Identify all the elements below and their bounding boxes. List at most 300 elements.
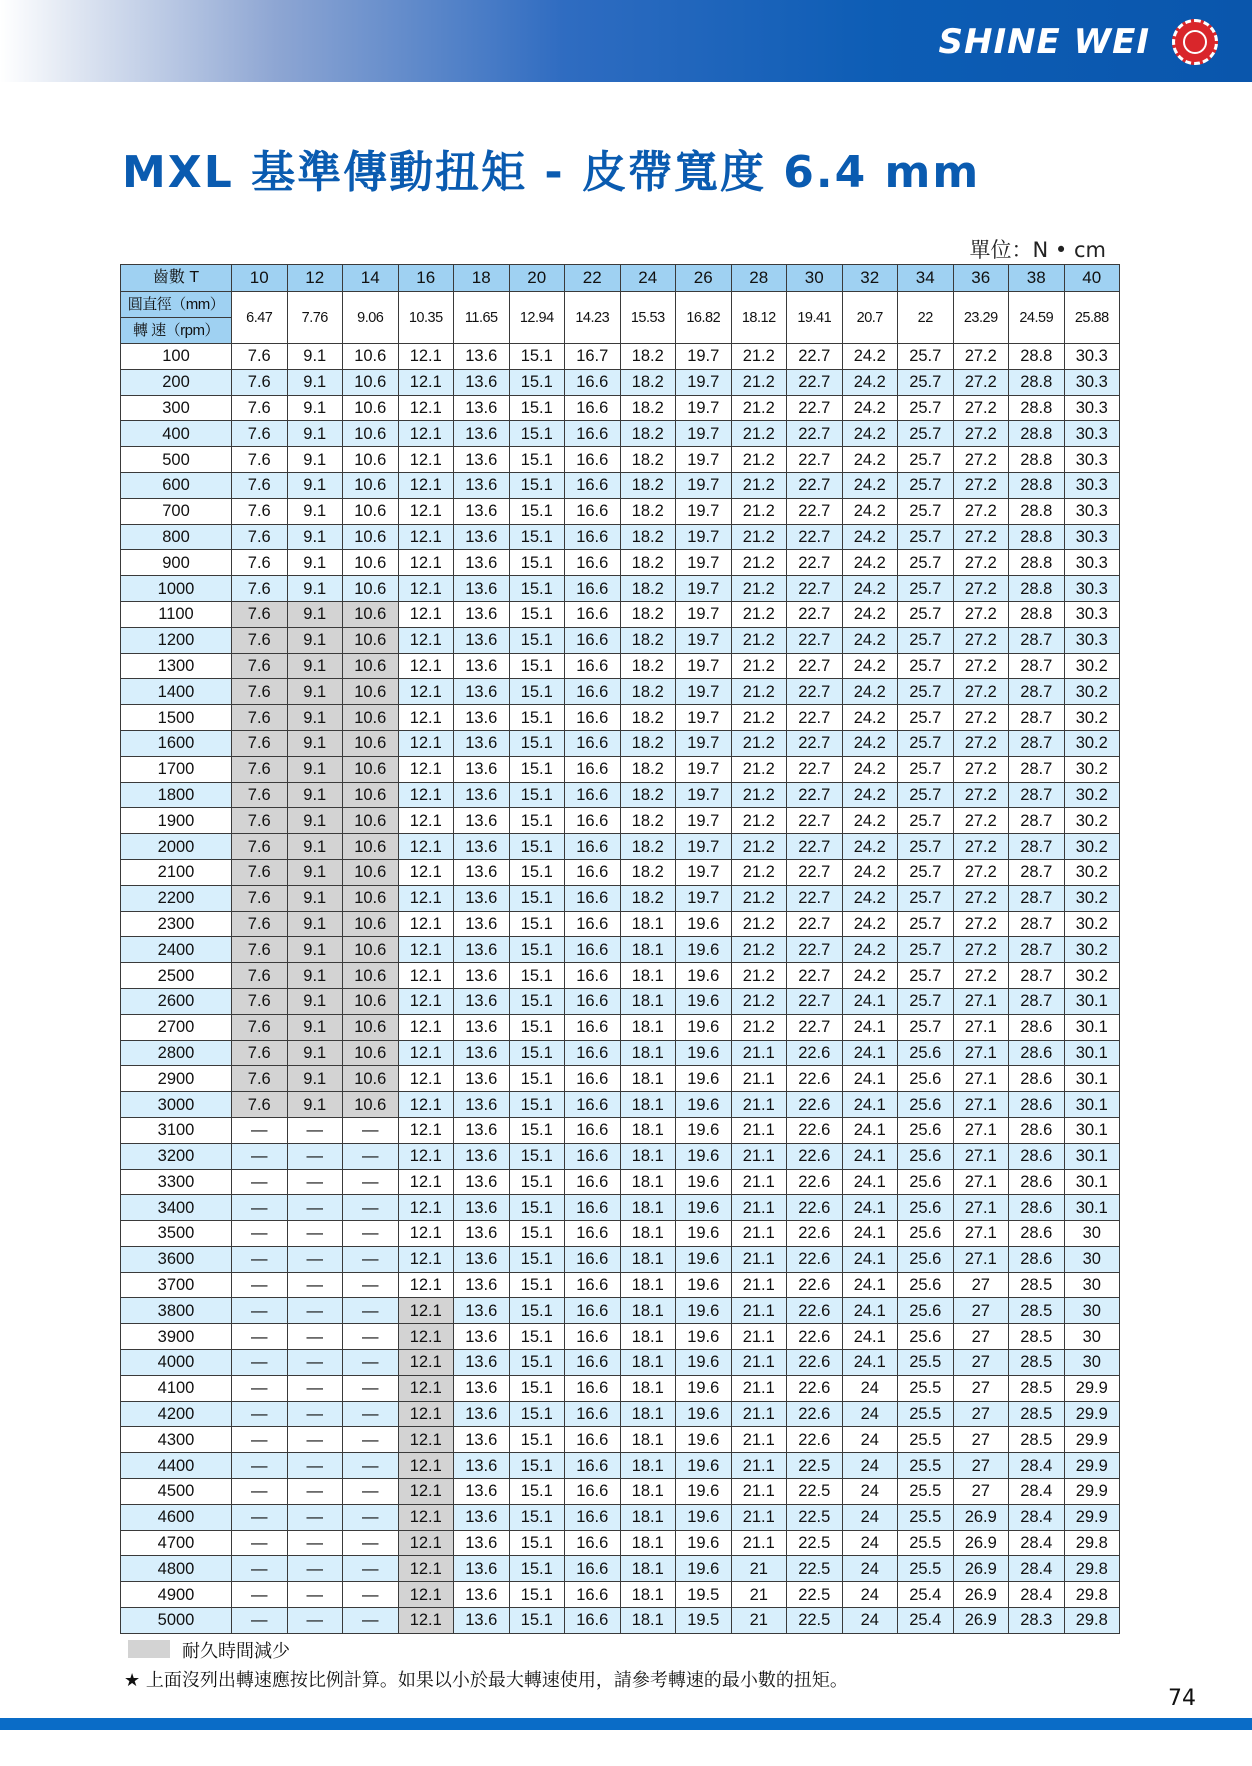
torque-cell: 16.6 [565,1530,621,1556]
torque-cell: 9.1 [287,498,343,524]
rpm-cell: 2500 [121,963,232,989]
torque-cell: 22.5 [787,1608,843,1634]
torque-cell: 22.7 [787,937,843,963]
torque-cell: 10.6 [343,447,399,473]
torque-cell: 7.6 [232,756,288,782]
torque-cell: 12.1 [398,988,454,1014]
torque-cell: — [343,1504,399,1530]
torque-cell: 7.6 [232,705,288,731]
torque-cell: 24.1 [842,988,898,1014]
torque-cell: 19.6 [676,1040,732,1066]
torque-cell: 13.6 [454,756,510,782]
torque-cell: 10.6 [343,885,399,911]
torque-cell: 13.6 [454,498,510,524]
torque-cell: 30.1 [1064,988,1120,1014]
torque-cell: 30.3 [1064,395,1120,421]
torque-cell: — [287,1117,343,1143]
torque-cell: 19.7 [676,705,732,731]
torque-cell: 15.1 [509,705,565,731]
table-row [121,1582,1120,1608]
torque-cell: 25.5 [898,1401,954,1427]
torque-cell: 21.1 [731,1246,787,1272]
torque-cell: 12.1 [398,1040,454,1066]
table-row [121,911,1120,937]
torque-cell: 7.6 [232,988,288,1014]
speed-label: 轉 速（rpm） [132,322,219,339]
page-title: MXL 基準傳動扭矩 - 皮帶寬度 6.4 mm [122,147,981,198]
torque-cell: 25.7 [898,885,954,911]
torque-cell: 25.7 [898,369,954,395]
torque-cell: 22.7 [787,963,843,989]
torque-cell: 7.6 [232,576,288,602]
torque-cell: — [343,1221,399,1247]
table-row [121,1014,1120,1040]
torque-cell: 7.6 [232,472,288,498]
torque-cell: 22.6 [787,1195,843,1221]
torque-cell: 22.6 [787,1221,843,1247]
torque-cell: 27 [953,1272,1009,1298]
torque-cell: 24.1 [842,1014,898,1040]
torque-cell: 25.5 [898,1375,954,1401]
torque-cell: 24.1 [842,1272,898,1298]
torque-cell: 28.7 [1009,911,1065,937]
torque-cell: 24.2 [842,937,898,963]
torque-cell: 28.5 [1009,1375,1065,1401]
torque-cell: 28.7 [1009,834,1065,860]
torque-cell: 19.5 [676,1608,732,1634]
torque-cell: 28.7 [1009,808,1065,834]
torque-cell: 21.2 [731,344,787,370]
torque-cell: 18.1 [620,963,676,989]
torque-cell: 18.1 [620,1117,676,1143]
torque-cell: 21.1 [731,1324,787,1350]
torque-cell: 7.6 [232,601,288,627]
torque-cell: 16.6 [565,1504,621,1530]
torque-cell: 13.6 [454,369,510,395]
torque-cell: 16.6 [565,421,621,447]
torque-cell: 27 [953,1479,1009,1505]
torque-cell: 24.1 [842,1324,898,1350]
torque-cell: 15.1 [509,1350,565,1376]
teeth-header-cell: 28 [731,265,787,292]
torque-cell: 27.2 [953,344,1009,370]
rpm-cell: 2000 [121,834,232,860]
torque-cell: 7.6 [232,447,288,473]
torque-cell: 28.7 [1009,885,1065,911]
torque-cell: 15.1 [509,1014,565,1040]
torque-cell: 16.6 [565,472,621,498]
sw-gear-logo-icon [1172,19,1218,65]
torque-cell: 18.1 [620,1246,676,1272]
torque-cell: 10.6 [343,1040,399,1066]
torque-cell: 15.1 [509,1221,565,1247]
torque-cell: 29.9 [1064,1401,1120,1427]
torque-cell: 16.6 [565,1479,621,1505]
torque-cell: — [287,1608,343,1634]
torque-cell: 18.2 [620,705,676,731]
torque-cell: 16.6 [565,1324,621,1350]
torque-cell: 12.1 [398,344,454,370]
torque-cell: 15.1 [509,627,565,653]
torque-cell: 18.1 [620,1143,676,1169]
torque-cell: 16.6 [565,782,621,808]
torque-cell: 12.1 [398,1066,454,1092]
torque-cell: — [232,1504,288,1530]
torque-cell: 13.6 [454,1556,510,1582]
torque-cell: 22.7 [787,369,843,395]
torque-cell: — [232,1401,288,1427]
torque-cell: 21.2 [731,859,787,885]
torque-cell: 12.1 [398,1401,454,1427]
torque-cell: 19.7 [676,369,732,395]
torque-cell: 9.1 [287,988,343,1014]
torque-cell: 13.6 [454,730,510,756]
torque-cell: 21.2 [731,705,787,731]
torque-cell: 21.2 [731,911,787,937]
rpm-cell: 3300 [121,1169,232,1195]
torque-cell: 15.1 [509,1117,565,1143]
torque-cell: 9.1 [287,653,343,679]
torque-cell: 10.6 [343,963,399,989]
table-row [121,756,1120,782]
torque-cell: 19.6 [676,988,732,1014]
torque-cell: — [287,1504,343,1530]
torque-cell: 27.1 [953,1040,1009,1066]
torque-cell: 19.6 [676,1143,732,1169]
torque-cell: 15.1 [509,447,565,473]
torque-cell: 13.6 [454,472,510,498]
torque-cell: 9.1 [287,834,343,860]
rpm-cell: 700 [121,498,232,524]
torque-cell: 22.7 [787,705,843,731]
rpm-cell: 4300 [121,1427,232,1453]
torque-cell: 16.6 [565,834,621,860]
torque-cell: 18.2 [620,369,676,395]
torque-cell: 16.6 [565,859,621,885]
torque-cell: 21.2 [731,808,787,834]
torque-cell: 22.6 [787,1324,843,1350]
torque-cell: 22.5 [787,1504,843,1530]
torque-cell: 12.1 [398,1375,454,1401]
torque-cell: 9.1 [287,550,343,576]
torque-cell: 12.1 [398,1427,454,1453]
torque-cell: — [287,1453,343,1479]
torque-cell: 21.2 [731,988,787,1014]
torque-cell: 27.2 [953,447,1009,473]
torque-cell: — [343,1401,399,1427]
torque-cell: 9.1 [287,601,343,627]
torque-cell: 16.6 [565,988,621,1014]
torque-cell: 13.6 [454,885,510,911]
rpm-cell: 4400 [121,1453,232,1479]
torque-cell: 15.1 [509,1272,565,1298]
torque-cell: — [343,1350,399,1376]
torque-cell: 10.6 [343,782,399,808]
table-row [121,1556,1120,1582]
torque-cell: — [232,1298,288,1324]
torque-cell: 29.9 [1064,1427,1120,1453]
rpm-cell: 500 [121,447,232,473]
torque-cell: 22.7 [787,1014,843,1040]
rpm-cell: 4900 [121,1582,232,1608]
teeth-label: 齒數 T [121,265,232,292]
torque-cell: 16.6 [565,1375,621,1401]
torque-cell: 13.6 [454,911,510,937]
torque-cell: 9.1 [287,369,343,395]
torque-cell: 19.7 [676,601,732,627]
torque-cell: 13.6 [454,447,510,473]
torque-cell: 25.7 [898,679,954,705]
torque-cell: 25.4 [898,1608,954,1634]
torque-cell: 7.6 [232,1066,288,1092]
torque-cell: 22.7 [787,576,843,602]
torque-cell: 19.6 [676,1427,732,1453]
torque-cell: 7.6 [232,627,288,653]
rpm-cell: 3400 [121,1195,232,1221]
rpm-cell: 3500 [121,1221,232,1247]
torque-cell: 15.1 [509,834,565,860]
torque-cell: 19.7 [676,344,732,370]
torque-cell: 18.1 [620,1479,676,1505]
torque-cell: 16.6 [565,1608,621,1634]
torque-cell: 27.2 [953,705,1009,731]
torque-cell: 28.6 [1009,1014,1065,1040]
torque-cell: 18.1 [620,1014,676,1040]
torque-cell: 13.6 [454,1401,510,1427]
torque-cell: 18.1 [620,1272,676,1298]
torque-cell: — [232,1375,288,1401]
torque-cell: 19.7 [676,524,732,550]
torque-cell: 21 [731,1608,787,1634]
torque-cell: 24.1 [842,1092,898,1118]
torque-cell: — [343,1272,399,1298]
torque-cell: 18.2 [620,679,676,705]
rpm-cell: 2700 [121,1014,232,1040]
torque-cell: 24 [842,1375,898,1401]
torque-cell: 15.1 [509,1246,565,1272]
torque-cell: 9.1 [287,447,343,473]
torque-cell: 21.2 [731,524,787,550]
torque-cell: 12.1 [398,911,454,937]
torque-cell: 15.1 [509,1375,565,1401]
teeth-header-cell: 40 [1064,265,1120,292]
torque-cell: 9.1 [287,937,343,963]
torque-cell: 15.1 [509,1143,565,1169]
teeth-header-cell: 20 [509,265,565,292]
torque-cell: 19.6 [676,1298,732,1324]
torque-cell: 16.6 [565,1040,621,1066]
torque-cell: 27.2 [953,730,1009,756]
torque-cell: 28.8 [1009,395,1065,421]
torque-cell: 30.3 [1064,550,1120,576]
torque-cell: 15.1 [509,1504,565,1530]
torque-cell: 24.2 [842,963,898,989]
table-row [121,705,1120,731]
torque-cell: — [287,1582,343,1608]
torque-cell: 18.2 [620,447,676,473]
torque-cell: 27.2 [953,550,1009,576]
torque-cell: — [343,1195,399,1221]
torque-cell: 19.7 [676,808,732,834]
torque-cell: 19.6 [676,1246,732,1272]
torque-cell: 19.7 [676,447,732,473]
torque-cell: 29.8 [1064,1556,1120,1582]
torque-cell: 28.8 [1009,472,1065,498]
torque-cell: 30.2 [1064,653,1120,679]
rpm-cell: 600 [121,472,232,498]
torque-cell: 22.6 [787,1092,843,1118]
torque-cell: — [232,1453,288,1479]
torque-cell: 12.1 [398,1092,454,1118]
torque-cell: 22.7 [787,730,843,756]
torque-cell: 27 [953,1324,1009,1350]
torque-cell: — [343,1246,399,1272]
torque-cell: 18.1 [620,1556,676,1582]
torque-cell: 12.1 [398,1143,454,1169]
torque-cell: 21.1 [731,1401,787,1427]
torque-cell: 13.6 [454,834,510,860]
torque-cell: 30.2 [1064,937,1120,963]
torque-cell: 21.1 [731,1221,787,1247]
torque-cell: 30.1 [1064,1143,1120,1169]
torque-cell: 28.5 [1009,1272,1065,1298]
torque-cell: 27.2 [953,937,1009,963]
torque-cell: 18.1 [620,1169,676,1195]
torque-cell: 28.8 [1009,344,1065,370]
table-row [121,1530,1120,1556]
torque-cell: 28.5 [1009,1298,1065,1324]
diameter-label: 圓直徑（mm） [121,292,231,318]
torque-cell: — [287,1246,343,1272]
torque-cell: 26.9 [953,1582,1009,1608]
torque-cell: 30 [1064,1221,1120,1247]
torque-cell: 12.1 [398,963,454,989]
torque-cell: 15.1 [509,808,565,834]
torque-cell: 10.6 [343,421,399,447]
torque-cell: 27.2 [953,498,1009,524]
diameter-speed-label-cell [121,292,232,344]
torque-cell: 18.1 [620,911,676,937]
page-number: 74 [1168,1686,1196,1711]
torque-cell: 28.7 [1009,730,1065,756]
torque-cell: 13.6 [454,1453,510,1479]
rpm-cell: 1700 [121,756,232,782]
table-row [121,421,1120,447]
torque-cell: 21.1 [731,1427,787,1453]
torque-cell: 13.6 [454,524,510,550]
torque-cell: 18.1 [620,988,676,1014]
torque-cell: 25.7 [898,576,954,602]
torque-cell: 7.6 [232,885,288,911]
torque-cell: 19.7 [676,550,732,576]
torque-cell: 28.7 [1009,782,1065,808]
torque-cell: 16.6 [565,627,621,653]
torque-cell: — [287,1143,343,1169]
table-row [121,1092,1120,1118]
rpm-cell: 4800 [121,1556,232,1582]
torque-cell: 19.6 [676,1066,732,1092]
torque-cell: 30.1 [1064,1014,1120,1040]
rpm-cell: 100 [121,344,232,370]
table-row [121,576,1120,602]
torque-cell: 12.1 [398,576,454,602]
torque-cell: 7.6 [232,1014,288,1040]
rpm-cell: 3600 [121,1246,232,1272]
torque-cell: 28.8 [1009,421,1065,447]
torque-cell: 12.1 [398,834,454,860]
torque-cell: 30 [1064,1298,1120,1324]
torque-cell: 13.6 [454,1246,510,1272]
rpm-cell: 3900 [121,1324,232,1350]
torque-cell: 16.6 [565,963,621,989]
torque-cell: 22.7 [787,679,843,705]
torque-cell: 21.2 [731,576,787,602]
torque-cell: 27.1 [953,1221,1009,1247]
torque-cell: 18.2 [620,859,676,885]
torque-cell: 25.6 [898,1298,954,1324]
torque-cell: 24.2 [842,834,898,860]
torque-cell: 25.6 [898,1066,954,1092]
torque-cell: 25.5 [898,1556,954,1582]
torque-cell: 19.7 [676,576,732,602]
torque-cell: 19.6 [676,1453,732,1479]
torque-cell: 21.2 [731,421,787,447]
torque-cell: 15.1 [509,756,565,782]
torque-cell: 16.6 [565,1195,621,1221]
torque-cell: 22.5 [787,1582,843,1608]
torque-cell: 25.7 [898,653,954,679]
torque-cell: 27.2 [953,576,1009,602]
torque-cell: 28.5 [1009,1427,1065,1453]
torque-cell: 25.7 [898,344,954,370]
torque-cell: — [232,1195,288,1221]
torque-cell: 10.6 [343,395,399,421]
torque-cell: 22.7 [787,601,843,627]
torque-cell: 18.1 [620,1350,676,1376]
torque-cell: 12.1 [398,395,454,421]
torque-cell: 18.2 [620,524,676,550]
torque-cell: 13.6 [454,679,510,705]
torque-cell: 19.7 [676,730,732,756]
torque-cell: 19.6 [676,963,732,989]
torque-cell: 16.6 [565,1117,621,1143]
torque-cell: 24.2 [842,859,898,885]
table-row [121,653,1120,679]
torque-cell: 30.1 [1064,1066,1120,1092]
torque-cell: 21.2 [731,963,787,989]
table-row [121,808,1120,834]
torque-cell: 19.7 [676,472,732,498]
torque-cell: 27.1 [953,988,1009,1014]
torque-table [120,264,1120,1634]
rpm-cell: 2300 [121,911,232,937]
torque-cell: 24.2 [842,756,898,782]
torque-cell: 16.6 [565,1169,621,1195]
torque-cell: 19.6 [676,911,732,937]
torque-cell: 24.1 [842,1066,898,1092]
table-row [121,1066,1120,1092]
teeth-header-cell: 26 [676,265,732,292]
table-row [121,601,1120,627]
footnote: ★ 上面沒列出轉速應按比例計算。如果以小於最大轉速使用，請參考轉速的最小數的扭矩。 [124,1670,848,1691]
torque-cell: 16.6 [565,1272,621,1298]
torque-cell: — [232,1556,288,1582]
torque-cell: 24.2 [842,421,898,447]
diameter-cell: 25.88 [1064,292,1120,344]
teeth-header-cell: 12 [287,265,343,292]
torque-cell: 24.2 [842,808,898,834]
torque-cell: 12.1 [398,1582,454,1608]
